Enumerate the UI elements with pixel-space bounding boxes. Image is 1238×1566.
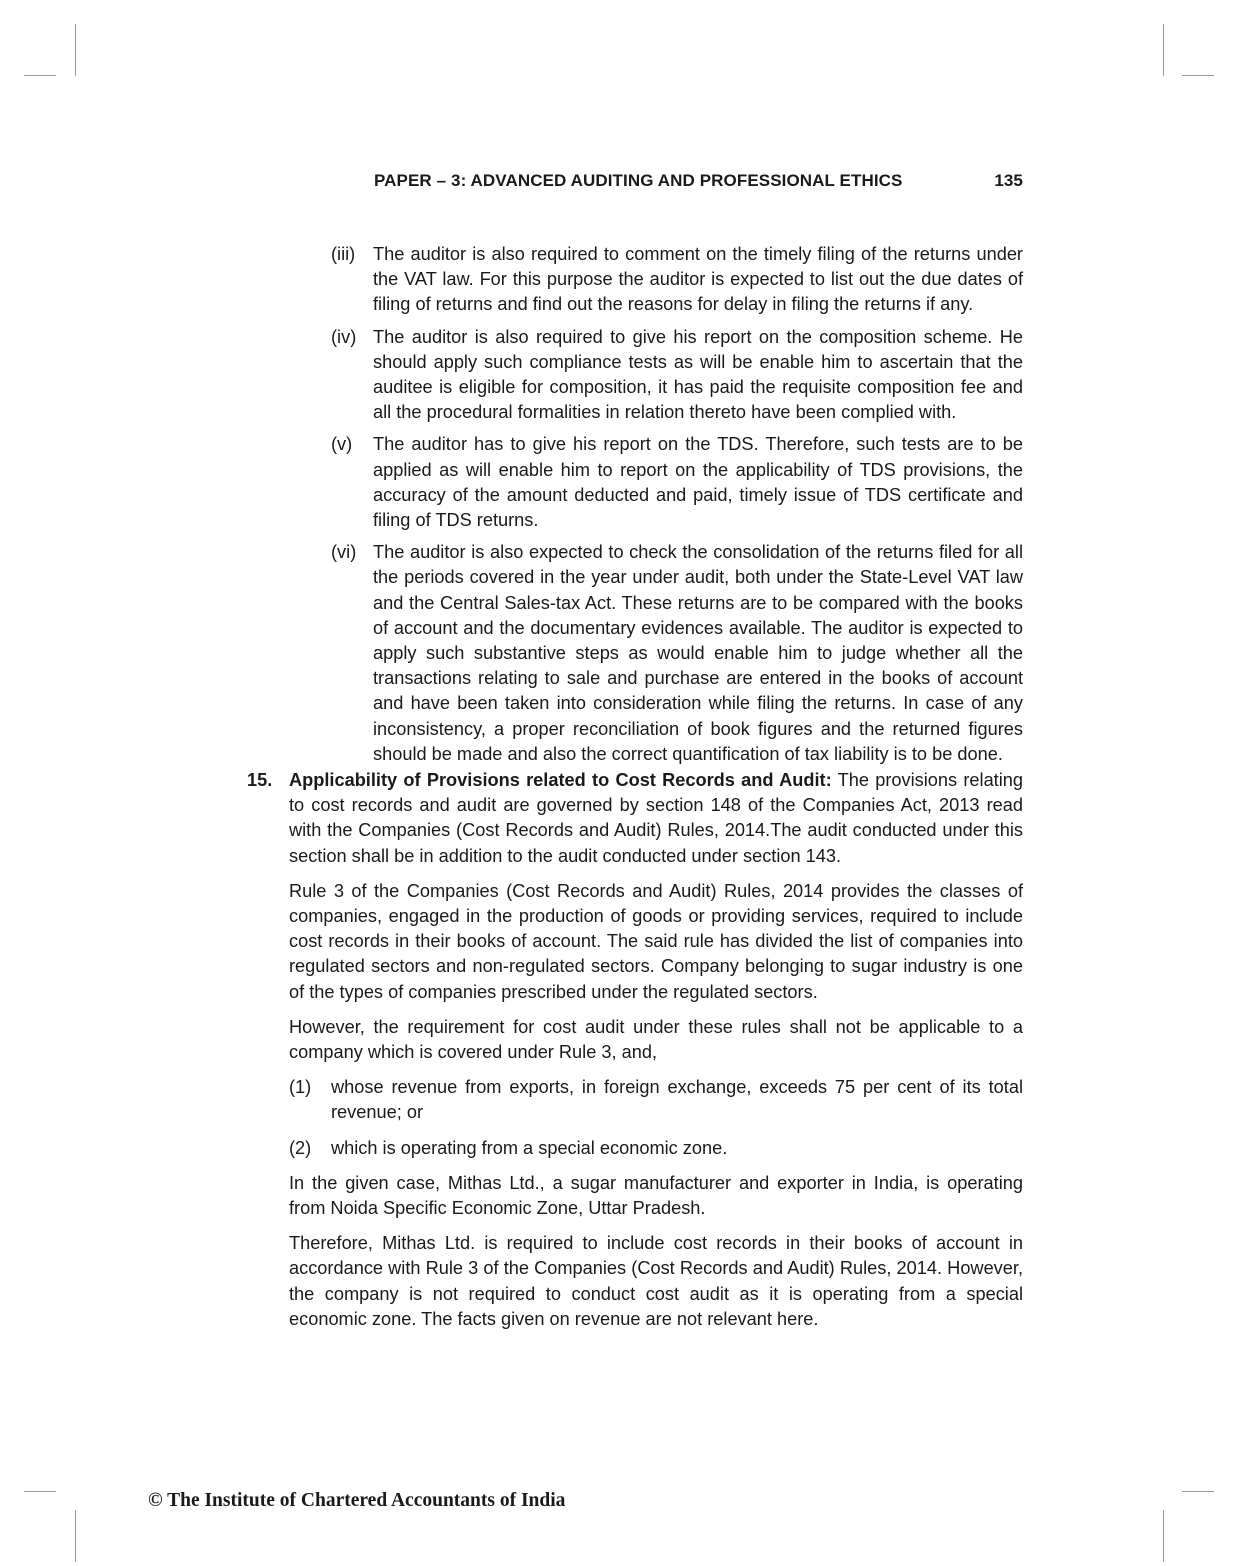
- question-title: Applicability of Provisions related to Cost Records and Audit:: [289, 770, 832, 790]
- item-number: (1): [289, 1077, 312, 1098]
- list-item: [331, 540, 1023, 767]
- crop-mark: [75, 24, 76, 76]
- list-item: [331, 325, 1023, 426]
- list-item: [289, 1136, 1023, 1161]
- crop-mark: [1182, 75, 1214, 76]
- roman-list: [331, 242, 1023, 774]
- list-item: [331, 242, 1023, 318]
- conditions-list: [247, 1075, 1023, 1161]
- question-15: [247, 768, 1023, 1332]
- crop-mark: [24, 1491, 56, 1492]
- list-item: [331, 432, 1023, 533]
- item-text: whose revenue from exports, in foreign exchange, exceeds 75 per cent of its total revenue; or: [331, 1077, 1023, 1123]
- item-number: (2): [289, 1137, 312, 1158]
- paragraph-rule3: Rule 3 of the Companies (Cost Records and Audit) Rules, 2014 provides the classes of companies, engaged in the production of goods or providing services, required to include cost records in their books of account. The said rule has divided the list of companies into regulated sectors and non-regulated sectors. Company belonging to sugar industry is one of the types of companies prescribed under the regulated sectors.: [289, 880, 1023, 1002]
- item-number: (iv): [331, 326, 357, 347]
- item-text: which is operating from a special economic zone.: [331, 1137, 728, 1158]
- item-number: (v): [331, 434, 353, 455]
- item-text: The auditor is also required to comment on the timely filing of the returns under the VAT law. For this purpose the auditor is expected to list out the due dates of filing of returns and find out the reasons for delay in filing the returns if any.: [373, 244, 1023, 315]
- paragraph-case: In the given case, Mithas Ltd., a sugar manufacturer and exporter in India, is operating from Noida Specific Economic Zone, Uttar Pradesh.: [289, 1172, 1023, 1219]
- item-text: The auditor is also expected to check the consolidation of the returns filed for all the periods covered in the year under audit, both under the State-Level VAT law and the Central Sales-tax Act. These returns are to be compared with the books of account and the documentary evidences available. The auditor is expected to apply such substantive steps as would enable him to judge whether all the transactions relating to sale and purchase are entered in the books of account and have been taken into consideration while filing the returns. In case of any inconsistency, a proper reconciliation of book figures and the returned figures should be made and also the correct quantification of tax liability is to be done.: [373, 542, 1023, 764]
- item-text: The auditor is also required to give his report on the composition scheme. He should apply such compliance tests as will be enable him to ascertain that the auditee is eligible for composition, it has paid the requisite composition fee and all the procedural formalities in relation thereto have been complied with.: [373, 326, 1023, 423]
- paragraph-conclusion: Therefore, Mithas Ltd. is required to include cost records in their books of account in accordance with Rule 3 of the Companies (Cost Records and Audit) Rules, 2014. However, the company is not required to conduct cost audit as it is operating from a special economic zone. The facts given on revenue are not relevant here.: [289, 1233, 1023, 1329]
- list-item: [289, 1075, 1023, 1125]
- crop-mark: [24, 75, 56, 76]
- crop-mark: [1182, 1491, 1214, 1492]
- page-number: 135: [994, 171, 1023, 190]
- crop-mark: [75, 1510, 76, 1562]
- intro-text: The provisions relating to cost records and audit are governed by section 148 of the Companies Act, 2013 read with the Companies (Cost Records and Audit) Rules, 2014.The audit conducted under this section shall be in addition to the audit conducted under section 143.: [289, 770, 1024, 866]
- question-intro: [289, 768, 1023, 869]
- header-title: PAPER – 3: ADVANCED AUDITING AND PROFESSIONAL ETHICS: [374, 171, 903, 190]
- item-text: The auditor has to give his report on the TDS. Therefore, such tests are to be applied as will enable him to report on the applicability of TDS provisions, the accuracy of the amount deducted and paid, timely issue of TDS certificate and filing of TDS returns.: [373, 434, 1023, 531]
- crop-mark: [1163, 24, 1164, 76]
- question-number: 15.: [247, 770, 273, 790]
- question-heading: [247, 768, 1023, 869]
- item-number: (vi): [331, 542, 357, 563]
- item-number: (iii): [331, 244, 356, 264]
- crop-mark: [1163, 1510, 1164, 1562]
- footer-copyright: © The Institute of Chartered Accountants of India: [148, 1490, 566, 1511]
- paragraph-however: However, the requirement for cost audit under these rules shall not be applicable to a company which is covered under Rule 3, and,: [289, 1016, 1023, 1063]
